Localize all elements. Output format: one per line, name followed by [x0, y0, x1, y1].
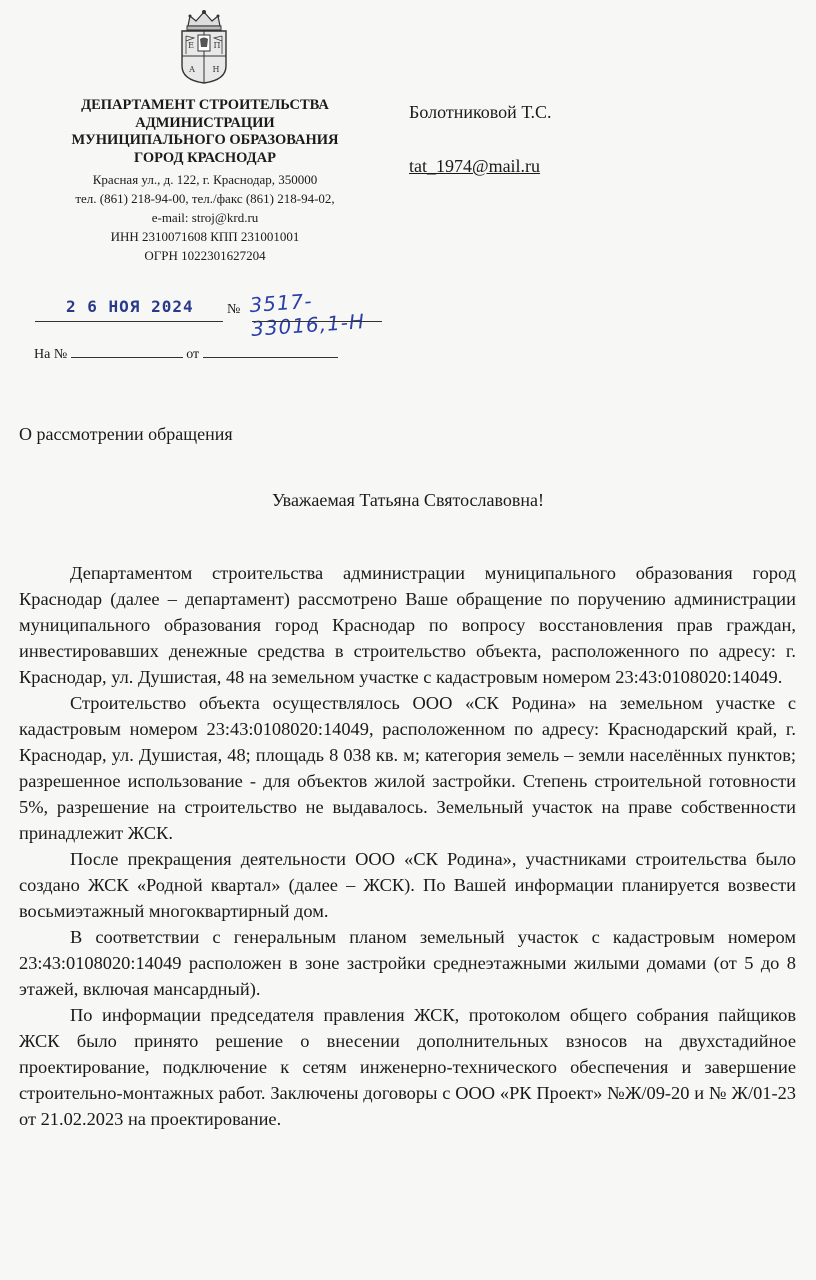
department-name-line: ДЕПАРТАМЕНТ СТРОИТЕЛЬСТВА — [81, 97, 329, 113]
greeting — [0, 490, 816, 511]
reference-ot-label: от — [186, 347, 200, 362]
contact-email: e-mail: stroj@krd.ru — [151, 210, 259, 225]
svg-text:П: П — [213, 41, 221, 50]
svg-text:Н: Н — [212, 65, 220, 74]
letter-body — [19, 560, 796, 1132]
date-underline — [35, 321, 223, 322]
number-label: № — [227, 302, 241, 317]
letter-subject: О рассмотрении обращения — [19, 424, 233, 444]
svg-text:Е: Е — [188, 41, 194, 50]
number-underline — [252, 321, 382, 322]
department-name-line: АДМИНИСТРАЦИИ — [135, 114, 275, 131]
body-paragraph: Строительство объекта осуществлялось ООО «СК Родина» на земельном участке с кадастровым номером 23:43:0108020:14049, расположенном по адресу: Краснодарский край, г. Краснодар, ул. Душистая, 48; площадь 8 038 кв. м; категория земель – земли населённых пунктов; разрешенное использование - для объектов жилой застройки. Степень строительной готовности 5%, разрешение на строительство не выдавалось. Земельный участок на праве собственности принадлежит ЖСК. — [19, 693, 796, 843]
contact-address: Красная ул., д. 122, г. Краснодар, 350000 — [92, 172, 318, 187]
date-stamp: 2 6 НОЯ 2024 — [66, 297, 194, 316]
body-paragraph: По информации председателя правления ЖСК, протоколом общего собрания пайщиков ЖСК было принято решение о внесении дополнительных взносов на двухстадийное проектирование, подключение к сетям инженерно-технического обеспечения и завершение строительно-монтажных работ. Заключены договоры с ООО «РК Проект» №Ж/09-20 и № Ж/01-23 от 21.02.2023 на проектирование. — [19, 1005, 796, 1129]
department-contacts — [30, 170, 380, 265]
greeting-text: Уважаемая Татьяна Святославовна! — [271, 490, 545, 510]
handwritten-number: 3517-33016,1-Н — [248, 288, 366, 341]
contact-phones: тел. (861) 218-94-00, тел./факс (861) 218-94-02, — [75, 191, 335, 206]
body-paragraph: В соответствии с генеральным планом земельный участок с кадастровым номером 23:43:0108020:14049 расположен в зоне застройки среднеэтажными жилыми домами (от 5 до 8 этажей, включая мансардный). — [19, 927, 796, 999]
department-header — [30, 97, 380, 265]
contact-ogrn: ОГРН 1022301627204 — [144, 248, 266, 263]
krasnodar-coat-of-arms-icon — [174, 8, 234, 84]
contact-inn-kpp: ИНН 2310071608 КПП 231001001 — [110, 229, 300, 244]
department-name — [30, 97, 380, 167]
addressee-email: tat_1974@mail.ru — [409, 156, 541, 176]
department-name-line: МУНИЦИПАЛЬНОГО ОБРАЗОВАНИЯ — [71, 132, 339, 148]
reference-number-blank — [71, 345, 183, 358]
reference-date-blank — [203, 345, 338, 358]
reference-na-label: На № — [34, 347, 68, 362]
reference-line — [34, 345, 338, 363]
addressee-name: Болотниковой Т.С. — [409, 102, 552, 122]
svg-text:А: А — [188, 65, 196, 74]
registration-line — [30, 288, 410, 341]
addressee-block — [409, 100, 552, 178]
body-paragraph: После прекращения деятельности ООО «СК Родина», участниками строительства было создано ЖСК «Родной квартал» (далее – ЖСК). По Вашей информации планируется возвести восьмиэтажный многоквартирный дом. — [19, 849, 796, 921]
department-name-line: ГОРОД КРАСНОДАР — [134, 149, 276, 166]
body-paragraph: Департаментом строительства администрации муниципального образования город Краснодар (далее – департамент) рассмотрено Ваше обращение по поручению администрации муниципального образования город Краснодар по вопросу восстановления прав граждан, инвестировавших денежные средства в строительство объекта, расположенного по адресу: г. Краснодар, ул. Душистая, 48 на земельном участке с кадастровым номером 23:43:0108020:14049. — [19, 563, 796, 687]
